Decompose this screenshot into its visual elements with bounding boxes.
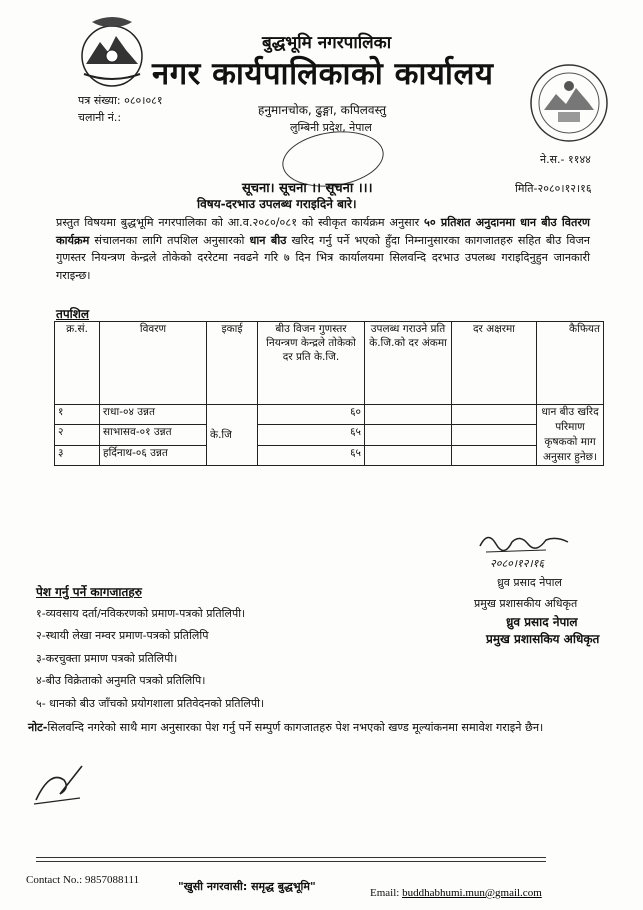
municipality-seal-logo — [528, 62, 610, 144]
row-rate-words — [452, 445, 537, 465]
notice-subject: विषय-दरभाउ उपलब्ध गराइदिने बारे। — [197, 197, 357, 211]
col-fixed-rate: बीउ विजन गुणस्तर नियन्त्रण केन्द्रले तोकेको दर प्रति के.जि. — [258, 322, 365, 405]
municipality-slogan: "खुसी नगरवासी: समृद्ध बुद्धभूमि" — [178, 880, 316, 893]
document-item: १-व्यवसाय दर्ता/नविकरणको प्रमाण-पत्रको प्रतिलिपी। — [36, 607, 246, 620]
nepal-sambat-number: ने.स.- ११४४ — [540, 153, 591, 166]
col-rate-words: दर अक्षरमा — [452, 322, 537, 405]
document-item: ३-करचुक्ता प्रमाण पत्रको प्रतिलिपी। — [36, 652, 178, 665]
body-text-2: संचालनका लागि तपशिल अनुसारको — [89, 233, 250, 247]
row-item: साभासव-०१ उन्नत — [100, 425, 207, 445]
body-text-3: खरिद गर्नु पर्ने भएको हुँदा निम्नानुसारका कागजातहरु सहित बीउ विजन गुणस्तर नियन्त्रण केन्द्रले तोकेको दररेटमा नवढने गरि ७ दिन भित्र कार्यालयमा सिलवन्दि दरभाउ उपलब्ध गराइदिनुहुन जानकारी गराइन्छ। — [56, 233, 590, 282]
row-rate: ६० — [258, 405, 365, 425]
initials-signature — [30, 760, 90, 806]
document-item: ५- धानको बीउ जाँचको प्रयोगशाला प्रतिवेदनको प्रतिलिपी। — [36, 697, 265, 710]
email-label: Email: — [370, 887, 403, 899]
body-bold-program: ५० प्रतिशत अनुदानमा धान बीउ वितरण कार्यक्रम — [56, 216, 590, 247]
document-item: २-स्थायी लेखा नम्वर प्रमाण-पत्रको प्रतिलिपि — [36, 629, 209, 642]
note-text: सिलवन्दि नगरेको साथै माग अनुसारका पेश गर्नु पर्ने सम्पुर्ण कागजातहरु पेश नभएको खण्ड मूल्यांकनमा समावेश गराइने छैन। — [47, 721, 544, 734]
table-row — [55, 425, 604, 445]
signatory-title: प्रमुख प्रशासकीय अधिकृत — [474, 597, 578, 610]
row-sn: ३ — [55, 445, 100, 465]
table-title: तपशिल — [56, 307, 90, 321]
notice-body — [56, 214, 590, 284]
row-unit: के.जि — [207, 405, 258, 466]
dispatch-number: चलानी नं.: — [78, 111, 122, 124]
row-sn: १ — [55, 405, 100, 425]
row-offered-rate — [365, 445, 452, 465]
note-label: नोट- — [28, 721, 48, 734]
signatory-name: ध्रुव प्रसाद नेपाल — [497, 576, 562, 589]
document-item: ४-बीउ विक्रेताको अनुमति पत्रको प्रतिलिपि। — [36, 674, 206, 687]
row-rate: ६५ — [258, 445, 365, 465]
col-unit: इकाई — [207, 322, 258, 405]
row-offered-rate — [365, 425, 452, 445]
signature-date: २०८०।१२।१६ — [490, 557, 545, 570]
row-item: हर्दिनाथ-०६ उन्नत — [100, 445, 207, 465]
row-offered-rate — [365, 405, 452, 425]
address-line-1: हनुमानचोक, ढुङ्गा, कपिलवस्तु — [258, 103, 387, 117]
note — [28, 718, 580, 737]
letter-date: मिति-२०८०।१२।१६ — [515, 182, 592, 195]
row-rate: ६५ — [258, 425, 365, 445]
row-rate-words — [452, 405, 537, 425]
stamp-signatory-title: प्रमुख प्रशासकिय अधिकृत — [486, 632, 600, 646]
rate-table — [54, 321, 604, 466]
email-line — [370, 887, 542, 899]
col-offered-rate: उपलब्ध गराउने प्रति के.जि.को दर अंकमा — [365, 322, 452, 405]
address-line-2: लुम्बिनी प्रदेश, नेपाल — [290, 121, 372, 134]
reference-number: पत्र संख्या: ०८०।०८१ — [78, 94, 163, 107]
table-row — [55, 405, 604, 425]
table-row — [55, 445, 604, 465]
body-bold-seed: धान बीउ — [249, 233, 287, 247]
col-sn: क्र.सं. — [55, 322, 100, 405]
footer-divider — [36, 861, 546, 862]
col-remarks: कैफियत — [537, 322, 604, 405]
required-documents-title: पेश गर्नु पर्ने कागजातहरु — [36, 585, 142, 599]
email-link[interactable]: buddhabhumi.mun@gmail.com — [402, 887, 542, 899]
row-remarks: धान बीउ खरिद परिमाण कृषकको माग अनुसार हुनेछ। — [537, 405, 604, 466]
stamp-signatory-name: ध्रुव प्रसाद नेपाल — [506, 615, 578, 629]
notice-heading: सूचना। सूचना ।। सूचना ।।। — [242, 181, 373, 196]
contact-number: Contact No.: 9857088111 — [26, 874, 140, 886]
row-item: राधा-०४ उन्नत — [100, 405, 207, 425]
municipality-name: बुद्धभूमि नगरपालिका — [262, 33, 392, 53]
row-sn: २ — [55, 425, 100, 445]
table-header-row — [55, 322, 604, 405]
body-text-1: प्रस्तुत विषयमा बुद्धभूमि नगरपालिका को आ.व.२०८०/०८१ को स्वीकृत कार्यक्रम अनुसार — [56, 216, 425, 229]
footer-divider — [36, 857, 546, 858]
office-name: नगर कार्यपालिकाको कार्यालय — [152, 56, 494, 92]
row-rate-words — [452, 425, 537, 445]
nepal-emblem-logo — [72, 14, 152, 94]
col-item: विवरण — [100, 322, 207, 405]
